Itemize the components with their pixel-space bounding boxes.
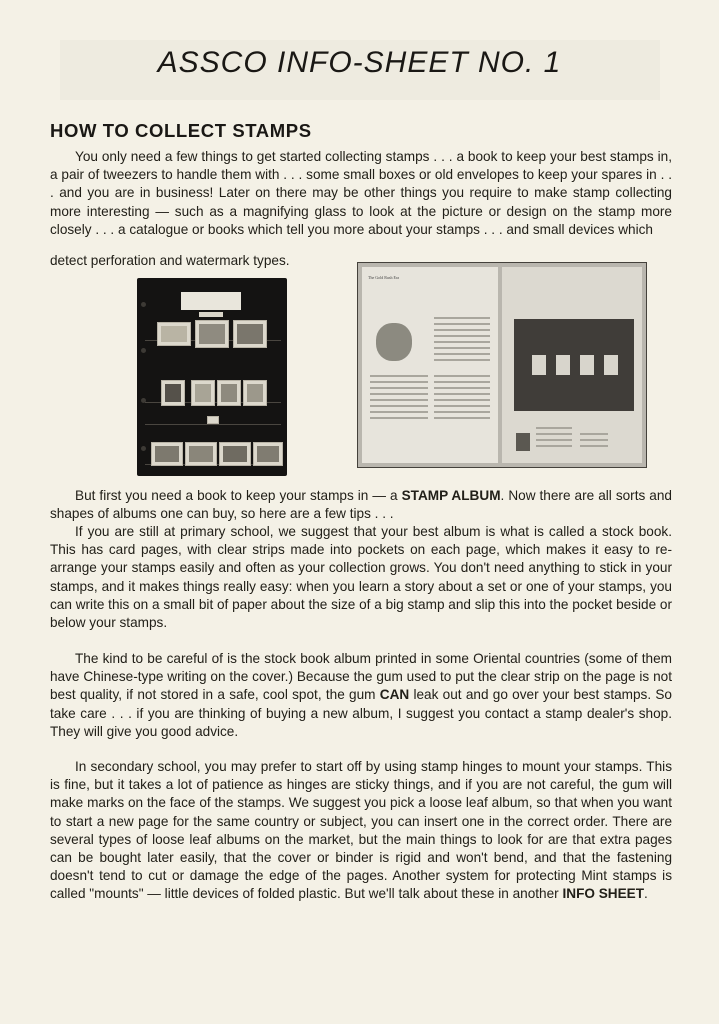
stamp <box>185 442 217 466</box>
stamp <box>217 380 241 406</box>
intro-paragraph-last-line: detect perforation and watermark types. <box>50 253 290 268</box>
text-line <box>536 445 572 447</box>
oriental-text: leak out and go over your best stamps. So take care . . . if you are thinking of buying a new album, I suggest you contact a stamp dealer's shop. They will give you good advice. <box>50 687 672 739</box>
text-line <box>434 353 490 355</box>
text-line <box>434 417 490 419</box>
text-line <box>434 329 490 331</box>
text-line <box>434 387 490 389</box>
stamp <box>151 442 183 466</box>
stamp <box>556 355 570 375</box>
album-paragraph <box>50 487 672 523</box>
loose-leaf-album-photo <box>357 262 647 468</box>
stamp <box>243 380 267 406</box>
text-line <box>370 411 428 413</box>
text-line <box>434 411 490 413</box>
binder-hole <box>141 348 146 353</box>
text-line <box>434 381 490 383</box>
binder-hole <box>141 302 146 307</box>
secondary-text: In secondary school, you may prefer to start off by using stamp hinges to mount your stamps. This is fine, but it takes a lot of patience as hinges are sticky things, and if you are not careful, the gum will make marks on the face of the stamps. We suggest you pick a loose leaf album, so that when you want to start a new page for the same country or subject, you can insert one in the correct order. There are several types of loose leaf albums on the market, but the main things to look for are that extra pages can be bought later easily, that the cover or binder is rigid and won't bend, and that the fastening doesn't tend to cut or damage the edge of the pages. Another system for protecting Mint stamps is called "mounts" — little devices of folded plastic. But we'll talk about these in another <box>50 759 672 902</box>
text-line <box>370 387 428 389</box>
album-text: But first you need a book to keep your stamps in — a <box>75 488 402 503</box>
text-line <box>370 399 428 401</box>
stamp <box>207 416 219 424</box>
text-line <box>434 359 490 361</box>
album-page-caption: The Gold Rush Era <box>368 275 399 280</box>
stamp <box>161 380 185 406</box>
stamp <box>233 320 267 348</box>
album-left-page <box>362 267 498 463</box>
text-line <box>580 439 608 441</box>
text-line <box>434 317 490 319</box>
intro-paragraph: You only need a few things to get started collecting stamps . . . a book to keep your best stamps in, a pair of tweezers to handle them with . . . some small boxes or old envelopes to keep your spares in . . . and you are in business! Later on there may be other things you require to make stamp collecting more interesting — such as a magnifying glass to look at the picture or design on the stamp more closely . . . a catalogue or books which tell you more about your stamps . . . and small devices which <box>50 149 672 237</box>
oriental-paragraph <box>50 650 672 741</box>
text-line <box>580 445 608 447</box>
album-right-page <box>502 267 642 463</box>
illustration <box>376 323 412 361</box>
text-line <box>434 405 490 407</box>
text-line <box>370 417 428 419</box>
text-line <box>434 341 490 343</box>
text-line <box>536 439 572 441</box>
binder-hole <box>141 446 146 451</box>
stamp <box>532 355 546 375</box>
text-line <box>434 393 490 395</box>
stamp <box>604 355 618 375</box>
page-title: ASSCO INFO-SHEET NO. 1 <box>157 46 562 79</box>
header-card-label <box>199 312 223 317</box>
stock-book-paragraph: If you are still at primary school, we suggest that your best album is what is called a stock book. This has card pages, with clear strips made into pockets on each page, which makes it easy to re-arrange your stamps easily and often as your collection grows. You don't need anything to stick in your stamps, and it makes things really easy: when you learn a story about a set or one of your stamps, you can write this on a small bit of paper about the size of a big stamp and slip this into the pocket beside or below your stamps. <box>50 524 672 631</box>
album-text: . Now there are all sorts and shapes of albums one can buy, so here are a few tips . . . <box>50 488 672 522</box>
text-line <box>434 347 490 349</box>
text-line <box>370 393 428 395</box>
text-line <box>434 399 490 401</box>
oriental-text: The kind to be careful of is the stock book album printed in some Oriental countries (some of them have Chinese-type writing on the cover.) Because the gum used to put the clear strip on the page is not best quality, if not stored in a safe, cool spot, the gum <box>50 651 672 703</box>
text-line <box>536 427 572 429</box>
secondary-text: . <box>644 886 648 902</box>
stock-book-photo <box>137 278 287 476</box>
section-heading: HOW TO COLLECT STAMPS <box>50 120 312 141</box>
stamp-display-panel <box>514 319 634 411</box>
stamp <box>157 322 191 346</box>
portrait-image <box>516 433 530 451</box>
text-line <box>370 381 428 383</box>
text-line <box>434 335 490 337</box>
text-line <box>434 323 490 325</box>
pocket-strip <box>145 424 281 425</box>
secondary-school-paragraph <box>50 758 672 904</box>
stamp <box>580 355 594 375</box>
oriental-emphasis: CAN <box>379 687 410 703</box>
text-line <box>370 405 428 407</box>
header-card <box>181 292 241 310</box>
text-line <box>370 375 428 377</box>
text-line <box>434 375 490 377</box>
stamp <box>195 320 229 348</box>
stamp <box>253 442 283 466</box>
stamp <box>219 442 251 466</box>
info-sheet-term: INFO SHEET <box>562 886 645 902</box>
text-line <box>580 433 608 435</box>
album-term: STAMP ALBUM <box>401 488 501 503</box>
text-line <box>536 433 572 435</box>
stamp <box>191 380 215 406</box>
